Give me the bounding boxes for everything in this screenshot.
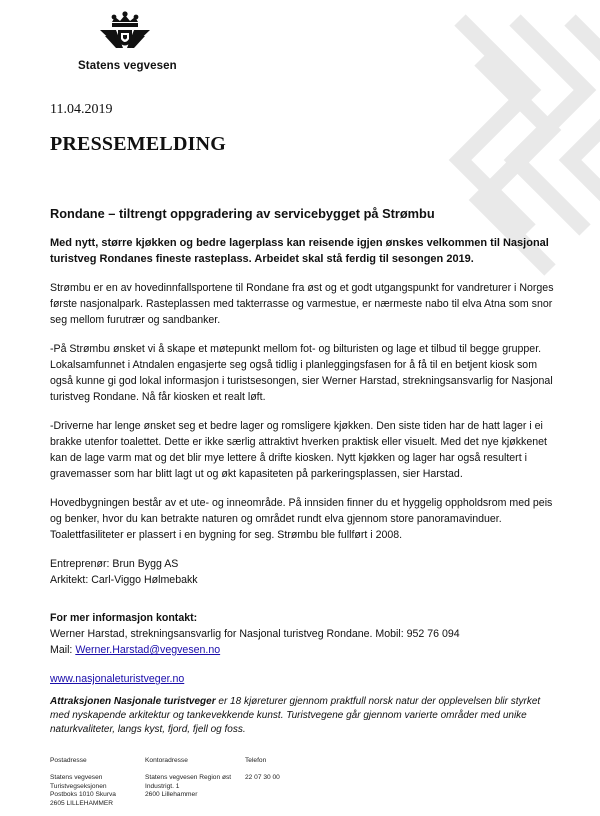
mail-link[interactable]: Werner.Harstad@vegvesen.no [75, 644, 221, 656]
footer-label: Telefon [245, 757, 267, 764]
credits [50, 556, 555, 588]
paragraph-1: Strømbu er en av hovedinnfallsportene til Rondane fra øst og et godt utgangspunkt for vandreturer i Norges første nasjonalpark. Rasteplassen med takterrasse og varmestue, er nærmeste nabo til elva Atna som snor seg mellom furutrær og sandbanker. [50, 282, 554, 326]
footer-line: Industrigt. 1 [145, 782, 180, 790]
footer-line: Statens vegvesen [50, 774, 103, 782]
footer-telefon [245, 757, 280, 783]
logo [78, 8, 198, 72]
architect: Arkitekt: Carl-Viggo Hølmebakk [50, 574, 198, 586]
footer-line: Statens vegvesen Region øst [145, 774, 232, 782]
footer-label: Kontoradresse [145, 757, 188, 764]
statens-vegvesen-crown-logo-icon [96, 8, 154, 58]
org-name: Statens vegvesen [78, 60, 177, 72]
footer-line: Postboks 1010 Skurva [50, 791, 116, 799]
footer-line: 2605 LILLEHAMMER [50, 799, 114, 807]
lead-paragraph: Med nytt, større kjøkken og bedre lagerplass kan reisende igjen ønskes velkommen til Nasjonal turistveg Rondanes fineste rasteplass. Arbeidet skal stå ferdig til sesongen 2019. [50, 237, 549, 265]
contact-heading: For mer informasjon kontakt: [50, 612, 198, 624]
about-description: er 18 kjøreturer gjennom praktfull norsk natur der opplevelsen blir styrket med nyskapende arkitektur og tankevekkende kunst. Turistvegene går gjennom varierte områder med unike naturkvaliteter, langs kyst, fjord, fjell og foss. [50, 696, 541, 735]
contact-block [50, 610, 555, 658]
mail-label: Mail: [50, 644, 76, 656]
paragraph-4: Hovedbygningen består av et ute- og inneområde. På innsiden finner du et hyggelig oppholdsrom med peis og benker, hvor du kan betrakte naturen og området rundt elva gjennom store panoramavinduer. Toalettfasiliteter er plassert i en bygning for seg. Strømbu ble fullført i 2008. [50, 497, 553, 541]
headline: Rondane – tiltrengt oppgradering av servicebygget på Strømbu [50, 206, 435, 221]
footer-line: 22 07 30 00 [245, 774, 280, 782]
footer-line: 2600 Lillehammer [145, 791, 198, 799]
contractor: Entreprenør: Brun Bygg AS [50, 558, 179, 570]
about-text [50, 695, 555, 737]
footer-label: Postadresse [50, 757, 87, 764]
paragraph-3: -Driverne har lenge ønsket seg et bedre lager og romsligere kjøkken. Den siste tiden har de hatt lager i ei brakke utenfor toalettet. Dette er ikke særlig attraktivt hverken praktisk eller visuelt. Med det nye kjøkkenet kan de lage varm mat og det blir mye lettere å drifte kiosken. Nytt kjøkken og lager har også resultert i gravemasser som har blitt lagt ut og økt kapasiteten på parkeringsplassen, sier Harstad. [50, 420, 547, 480]
footer-kontoradresse [145, 757, 231, 800]
paragraph-2: -På Strømbu ønsket vi å skape et møtepunkt mellom fot- og bilturisten og lage et tilbud til begge grupper. Lokalsamfunnet i Atndalen engasjerte seg også tidlig i planleggingsfasen for å få til en betjent kiosk som også kunne gi god lokal informasjon i turistsesongen, sier Werner Harstad, strekningsansvarlig for Nasjonal turistveg Rondane. Nå får kiosken et realt løft. [50, 343, 553, 403]
website-line [50, 671, 555, 687]
footer-postadresse [50, 757, 116, 808]
document-type-title: PRESSEMELDING [50, 133, 226, 155]
contact-person: Werner Harstad, strekningsansvarlig for Nasjonal turistveg Rondane. Mobil: 952 76 094 [50, 628, 460, 640]
website-link[interactable]: www.nasjonaleturistveger.no [50, 673, 185, 685]
footer-line: Turistvegseksjonen [50, 782, 107, 790]
document-date: 11.04.2019 [50, 102, 113, 117]
press-release-body [50, 206, 555, 750]
about-name: Attraksjonen Nasjonale turistveger [50, 696, 216, 707]
